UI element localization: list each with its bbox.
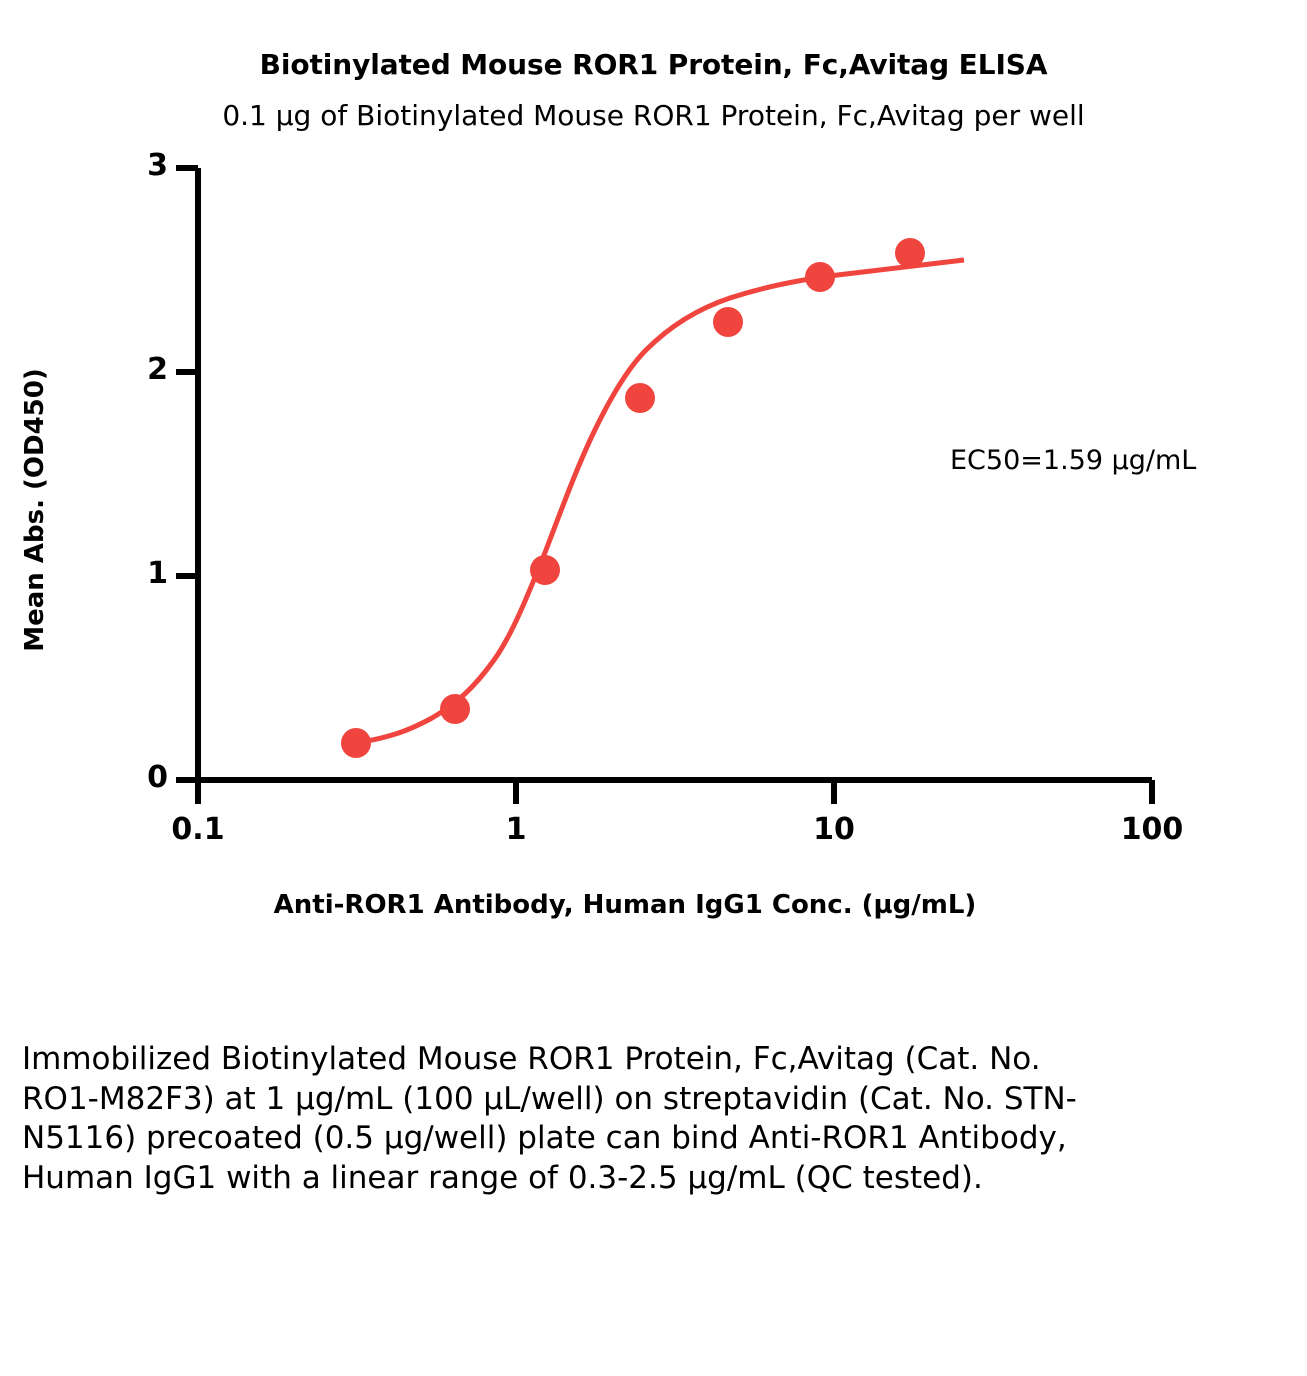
- x-tick-label-2: 10: [813, 812, 855, 847]
- fit-curve: [354, 260, 964, 743]
- x-tick-label-3: 100: [1120, 812, 1184, 847]
- data-point: [895, 238, 925, 268]
- figure-caption: Immobilized Biotinylated Mouse ROR1 Protein, Fc,Avitag (Cat. No. RO1-M82F3) at 1 µg/mL (100 µL/well) on streptavidin (Cat. No. STN-N5116) precoated (0.5 µg/well) plate can bind Anti-ROR1 Antibody, Human IgG1 with a linear range of 0.3-2.5 µg/mL (QC tested).: [22, 1041, 1077, 1197]
- chart-subtitle: 0.1 µg of Biotinylated Mouse ROR1 Protein, Fc,Avitag per well: [222, 99, 1085, 132]
- y-axis-label: Mean Abs. (OD450): [20, 368, 50, 652]
- x-axis-label: Anti-ROR1 Antibody, Human IgG1 Conc. (µg/mL): [273, 890, 977, 920]
- y-tick-label-2: 2: [147, 352, 168, 387]
- x-tick-marks: [198, 780, 1152, 804]
- y-tick-label-1: 1: [147, 556, 168, 591]
- chart-title: Biotinylated Mouse ROR1 Protein, Fc,Avitag ELISA: [259, 48, 1048, 81]
- chart-plot-area: [0, 140, 1307, 950]
- y-tick-marks: [176, 168, 198, 780]
- data-point: [440, 694, 470, 724]
- data-point: [805, 262, 835, 292]
- x-tick-label-1: 1: [505, 812, 527, 847]
- data-point: [341, 728, 371, 758]
- y-tick-label-0: 0: [147, 760, 168, 795]
- data-point: [530, 555, 560, 585]
- ec50-annotation: EC50=1.59 µg/mL: [950, 445, 1197, 476]
- data-point: [713, 307, 743, 337]
- data-point: [625, 383, 655, 413]
- y-tick-label-3: 3: [147, 148, 168, 183]
- data-points: [341, 238, 925, 758]
- x-tick-label-0: 0.1: [171, 812, 225, 847]
